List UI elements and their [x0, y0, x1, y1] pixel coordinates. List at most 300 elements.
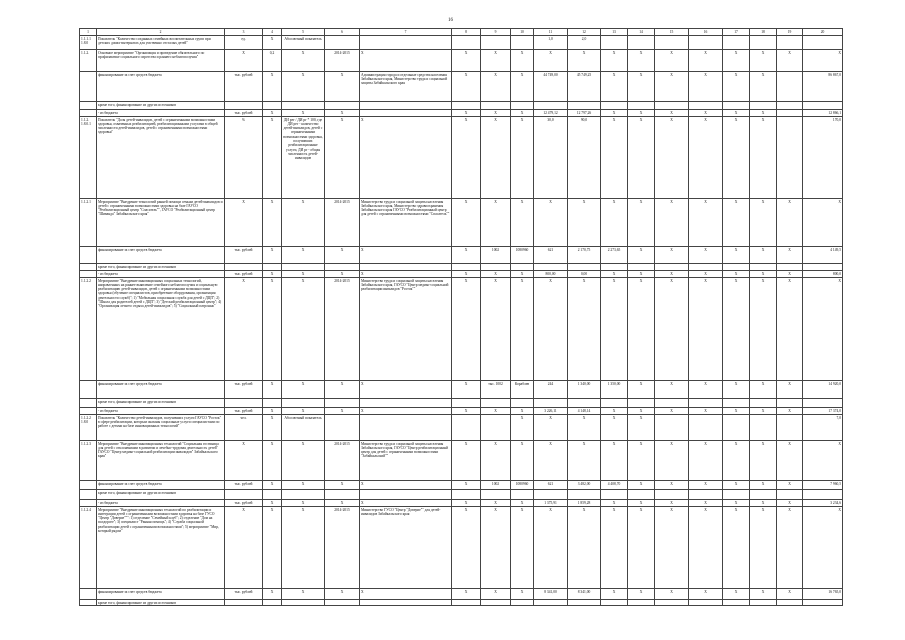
table-cell: X — [601, 278, 628, 381]
table-cell — [80, 399, 97, 408]
table-cell: 2014-2015 — [325, 278, 360, 381]
table-cell: X — [325, 381, 360, 399]
table-cell — [601, 600, 628, 606]
table-cell: Показатель "Количество созданных семейных воспитательных групп при детских домах-интернатах для умственно отсталых детей" — [97, 36, 225, 50]
table-cell: X — [655, 72, 689, 102]
table-cell: X — [282, 589, 325, 600]
table-cell: Кораблев — [511, 381, 534, 399]
table-cell: тыс. рублей — [225, 72, 263, 102]
table-cell — [282, 490, 325, 500]
column-number-cell: 14 — [628, 29, 655, 36]
table-cell: X — [452, 278, 481, 381]
table-cell: X — [481, 117, 511, 199]
table-cell: X — [511, 271, 534, 278]
table-cell: X — [282, 381, 325, 399]
table-cell: X — [723, 271, 750, 278]
table-row — [80, 600, 843, 606]
table-cell: 1.1.2.2 1.8.0 — [80, 415, 97, 441]
table-cell — [80, 110, 97, 117]
table-row — [80, 117, 843, 199]
table-cell — [723, 36, 750, 50]
table-cell: X — [777, 381, 803, 399]
table-cell — [263, 264, 282, 271]
table-cell: X — [689, 117, 723, 199]
table-cell: 170,0 — [803, 117, 843, 199]
table-cell — [601, 264, 628, 271]
table-cell: Основное мероприятие "Организация и проведение обязательного по профилактике социального сиротства и раннего неблагополучия" — [97, 50, 225, 72]
column-number-cell: 19 — [777, 29, 803, 36]
table-cell — [750, 36, 777, 50]
table-cell — [225, 102, 263, 110]
table-cell: X — [750, 50, 777, 72]
table-cell — [325, 600, 360, 606]
table-cell — [225, 490, 263, 500]
table-cell — [511, 36, 534, 50]
table-cell: X — [282, 500, 325, 507]
table-cell: X — [534, 415, 568, 441]
table-cell: X — [225, 507, 263, 589]
table-cell: 621 — [534, 247, 568, 264]
table-cell: 16 765,0 — [803, 589, 843, 600]
table-cell: X — [655, 110, 689, 117]
table-cell: 3 234,6 — [803, 500, 843, 507]
table-cell — [777, 399, 803, 408]
table-cell: Министерство труда и социальной защиты населения Забайкальского края, ГАУСО "Центр медико-социальной реабилитации инвалидов "Росток"" — [360, 278, 452, 381]
column-number-cell: 12 — [568, 29, 601, 36]
table-cell: финансирование за счет средств бюджета — [97, 72, 225, 102]
table-cell — [282, 102, 325, 110]
table-row — [80, 500, 843, 507]
table-cell — [452, 264, 481, 271]
table-cell: X — [282, 247, 325, 264]
table-cell: X — [511, 72, 534, 102]
table-cell: X — [723, 278, 750, 381]
table-cell: 90,0 — [568, 117, 601, 199]
table-cell: Министерство ГУСО "Центр "Доверие"" для детей-инвалидов Забайкальского края — [360, 507, 452, 589]
table-row — [80, 481, 843, 490]
table-cell: кроме того, финансирование из других источников — [97, 102, 225, 110]
table-cell: X — [750, 408, 777, 415]
column-number-cell: 1 — [80, 29, 97, 36]
table-cell: Показатель "Количество детей-инвалидов, получивших услуги ГАУСО "Росток" в сфере реабилитации, которым оказаны социальные услуги специалистами по работе с детьми на базе инновационных технологий" — [97, 415, 225, 441]
column-number-cell: 16 — [689, 29, 723, 36]
table-cell — [723, 399, 750, 408]
table-cell — [689, 490, 723, 500]
table-cell: X — [750, 271, 777, 278]
table-cell: X — [750, 199, 777, 247]
table-cell: X — [777, 441, 803, 481]
table-cell — [511, 399, 534, 408]
table-cell — [655, 36, 689, 50]
table-cell — [534, 399, 568, 408]
table-cell: X — [655, 50, 689, 72]
table-cell: X — [777, 271, 803, 278]
table-cell: X — [689, 199, 723, 247]
table-cell — [325, 415, 360, 441]
table-cell: X — [601, 271, 628, 278]
table-cell: X — [568, 199, 601, 247]
table-cell: финансирование за счет средств бюджета — [97, 381, 225, 399]
table-cell: X — [723, 481, 750, 490]
column-number-row — [80, 29, 843, 36]
table-cell: X — [568, 278, 601, 381]
table-cell: X — [689, 507, 723, 589]
table-cell — [80, 271, 97, 278]
table-cell: 1.1.1.1 1.8.0 — [80, 36, 97, 50]
table-cell: X — [534, 507, 568, 589]
table-cell: - из бюджета — [97, 271, 225, 278]
table-row — [80, 271, 843, 278]
table-cell: X — [568, 507, 601, 589]
table-cell: X — [325, 589, 360, 600]
table-cell — [750, 102, 777, 110]
column-number-cell: 20 — [803, 29, 843, 36]
table-cell: X — [263, 507, 282, 589]
table-cell — [360, 415, 452, 441]
table-cell: Министерство труда и социальной защиты населения Забайкальского края, ГАУСО "Центр реабилитационный центр для детей с ограниченными возможностями "Забайкальский"" — [360, 441, 452, 481]
table-cell: X — [325, 500, 360, 507]
table-cell: 1 375,91 — [534, 500, 568, 507]
table-cell: X — [360, 589, 452, 600]
table-cell: 1.1.2.3 — [80, 441, 97, 481]
table-cell: X — [325, 110, 360, 117]
table-cell: X — [263, 247, 282, 264]
table-cell: X — [568, 415, 601, 441]
table-cell — [655, 490, 689, 500]
table-cell: X — [601, 117, 628, 199]
table-cell: X — [655, 500, 689, 507]
table-row — [80, 110, 843, 117]
table-cell: - из бюджета — [97, 500, 225, 507]
table-cell: X — [511, 199, 534, 247]
table-cell: X — [511, 500, 534, 507]
table-row — [80, 490, 843, 500]
table-cell: X — [723, 589, 750, 600]
table-cell: 3 226,11 — [534, 408, 568, 415]
table-cell — [568, 264, 601, 271]
table-cell: Мероприятие "Внедрение инновационных социальных технологий, направленных на раннее выявление семейного неблагополучия и социальную реабилитацию детей-инвалидов, детей с ограниченными возможностями здоровья (обучение специалистов, приобретение оборудования, организация деятельности служб)"; 1) "Мобильная социальная служба для детей с ДЦП"; 2) "Школа для родителей детей с ДЦП"; 3) "Детский реабилитационный центр"; 4) "Организация летнего отдыха детей-инвалидов"; 5) "Социальный патронаж" — [97, 278, 225, 381]
table-cell: X — [777, 408, 803, 415]
table-cell: X — [601, 441, 628, 481]
table-cell: X — [689, 271, 723, 278]
table-cell: X — [452, 117, 481, 199]
table-cell: X — [628, 589, 655, 600]
table-cell: X — [225, 278, 263, 381]
table-cell: X — [750, 589, 777, 600]
table-cell — [628, 399, 655, 408]
table-cell: X — [263, 199, 282, 247]
table-cell — [481, 36, 511, 50]
table-cell: X — [628, 481, 655, 490]
table-cell: кроме того, финансирование из других источников — [97, 490, 225, 500]
table-cell — [777, 72, 803, 102]
table-cell: тыс. рублей — [225, 589, 263, 600]
table-cell: X — [777, 500, 803, 507]
table-cell: кроме того, финансирование из других источников — [97, 600, 225, 606]
table-cell: Абсолютный показатель — [282, 415, 325, 441]
table-cell — [723, 102, 750, 110]
table-cell: X — [601, 408, 628, 415]
column-number-cell: 17 — [723, 29, 750, 36]
table-cell: X — [628, 199, 655, 247]
table-body — [80, 29, 843, 606]
table-cell — [80, 490, 97, 500]
table-cell — [628, 264, 655, 271]
table-cell — [777, 415, 803, 441]
table-cell: X — [511, 507, 534, 589]
table-cell: X — [263, 415, 282, 441]
table-cell — [225, 264, 263, 271]
table-cell: X — [360, 481, 452, 490]
table-cell: X — [511, 110, 534, 117]
table-cell: X — [534, 50, 568, 72]
table-cell — [263, 490, 282, 500]
table-cell: 30,0 — [534, 117, 568, 199]
table-cell: X — [481, 507, 511, 589]
table-cell: Мероприятие "Внедрение технологий ранней помощи семьям детей-инвалидов и детей с ограниченными возможностями здоровья на базе ГАУСО "Реабилитационный центр "Спасатель"", ГАУСО "Реабилитационный центр "Шиванда" Забайкальского края" — [97, 199, 225, 247]
table-cell: 14 920,0 — [803, 381, 843, 399]
table-cell — [225, 600, 263, 606]
table-cell: X — [777, 199, 803, 247]
column-number-cell: 9 — [481, 29, 511, 36]
table-cell — [325, 490, 360, 500]
table-cell — [655, 264, 689, 271]
table-cell — [689, 264, 723, 271]
table-cell: X — [750, 500, 777, 507]
table-cell: финансирование за счет средств бюджета — [97, 481, 225, 490]
table-cell: 2014-2015 — [325, 50, 360, 72]
table-cell: 2,0 — [568, 36, 601, 50]
table-cell: 1 340,00 — [568, 381, 601, 399]
table-cell — [777, 110, 803, 117]
table-cell: 1 859,28 — [568, 500, 601, 507]
table-cell — [689, 102, 723, 110]
table-cell — [360, 110, 452, 117]
table-cell: кроме того, финансирование из других источников — [97, 399, 225, 408]
column-number-cell: 4 — [263, 29, 282, 36]
column-number-cell: 8 — [452, 29, 481, 36]
table-cell: 4 408,70 — [601, 481, 628, 490]
table-row — [80, 381, 843, 399]
table-cell: X — [777, 507, 803, 589]
table-row — [80, 199, 843, 247]
table-cell: ед. — [225, 36, 263, 50]
table-cell: 1080960 — [511, 247, 534, 264]
column-number-cell: 7 — [360, 29, 452, 36]
table-cell: X — [481, 50, 511, 72]
table-cell: X — [481, 408, 511, 415]
table-cell: X — [689, 381, 723, 399]
table-cell: 8 341,00 — [534, 589, 568, 600]
table-cell: 8 341,00 — [568, 589, 601, 600]
table-cell: X — [723, 507, 750, 589]
table-cell: X — [511, 415, 534, 441]
table-cell — [723, 600, 750, 606]
table-cell — [80, 72, 97, 102]
table-cell — [452, 490, 481, 500]
table-cell: 244 — [534, 381, 568, 399]
table-cell: X — [263, 72, 282, 102]
table-cell: тыс. рублей — [225, 247, 263, 264]
table-cell: X — [723, 500, 750, 507]
table-cell: - из бюджета — [97, 408, 225, 415]
table-cell: X — [723, 441, 750, 481]
table-cell: X — [723, 381, 750, 399]
table-cell: X — [225, 199, 263, 247]
table-cell: X — [750, 110, 777, 117]
table-cell: 4 149,5 — [803, 247, 843, 264]
table-cell — [803, 490, 843, 500]
table-cell: X — [803, 441, 843, 481]
table-cell: X — [689, 110, 723, 117]
table-cell: тыс. 1002 — [481, 381, 511, 399]
table-cell: X — [325, 271, 360, 278]
column-number-cell: 2 — [97, 29, 225, 36]
table-cell — [481, 264, 511, 271]
table-cell: X — [689, 481, 723, 490]
table-cell — [723, 415, 750, 441]
table-cell — [655, 415, 689, 441]
table-cell: X — [628, 110, 655, 117]
table-cell: 3 482,00 — [568, 481, 601, 490]
table-cell — [777, 36, 803, 50]
table-cell: X — [263, 381, 282, 399]
table-cell: тыс. рублей — [225, 408, 263, 415]
table-cell: финансирование за счет средств бюджета — [97, 247, 225, 264]
table-cell — [750, 264, 777, 271]
table-cell: X — [282, 271, 325, 278]
table-cell: X — [601, 50, 628, 72]
table-cell: X — [282, 278, 325, 381]
column-number-cell: 18 — [750, 29, 777, 36]
table-cell — [777, 117, 803, 199]
table-cell — [777, 102, 803, 110]
table-cell: 0,2 — [263, 50, 282, 72]
table-cell: X — [452, 110, 481, 117]
table-cell: Показатель "Доля детей-инвалидов, детей с ограниченными возможностями здоровья, охваченных реабилитацией, реабилитационными услугами в общей численности детей-инвалидов, детей с ограниченными возможностями здоровья" — [97, 117, 225, 199]
table-cell — [534, 600, 568, 606]
table-cell: X — [452, 481, 481, 490]
table-cell — [723, 264, 750, 271]
table-cell: X — [628, 381, 655, 399]
table-cell: X — [325, 481, 360, 490]
table-cell: X — [628, 507, 655, 589]
table-cell — [282, 264, 325, 271]
table-cell — [360, 600, 452, 606]
table-cell — [481, 102, 511, 110]
table-cell: X — [628, 415, 655, 441]
table-cell — [655, 399, 689, 408]
table-cell: 1.1.2. 1.8.0.1 — [80, 117, 97, 199]
table-cell — [568, 399, 601, 408]
table-cell: X — [655, 381, 689, 399]
table-cell: 1.1.2.4 — [80, 507, 97, 589]
table-cell — [655, 600, 689, 606]
table-row — [80, 441, 843, 481]
table-cell: X — [452, 72, 481, 102]
table-cell: Абсолютный показатель — [282, 36, 325, 50]
table-cell: тыс. рублей — [225, 271, 263, 278]
table-cell: X — [689, 441, 723, 481]
table-cell — [282, 399, 325, 408]
table-cell: X — [282, 408, 325, 415]
table-cell: X — [360, 408, 452, 415]
table-cell — [263, 102, 282, 110]
table-cell — [750, 399, 777, 408]
table-cell — [80, 102, 97, 110]
table-cell: X — [750, 278, 777, 381]
table-row — [80, 102, 843, 110]
table-cell — [803, 600, 843, 606]
table-cell — [80, 264, 97, 271]
table-cell: X — [723, 50, 750, 72]
table-cell — [282, 600, 325, 606]
column-number-cell: 11 — [534, 29, 568, 36]
table-cell: X — [628, 50, 655, 72]
table-cell: X — [777, 278, 803, 381]
table-cell: 621 — [534, 481, 568, 490]
table-cell: X — [750, 117, 777, 199]
table-cell: X — [601, 199, 628, 247]
table-cell: X — [452, 408, 481, 415]
table-cell: X — [628, 408, 655, 415]
table-cell — [689, 36, 723, 50]
table-cell: X — [689, 50, 723, 72]
table-cell: X — [481, 72, 511, 102]
table-cell: X — [723, 110, 750, 117]
table-cell — [568, 490, 601, 500]
table-cell — [452, 102, 481, 110]
table-row — [80, 247, 843, 264]
table-cell: X — [568, 441, 601, 481]
table-cell: X — [452, 589, 481, 600]
program-table — [79, 28, 843, 606]
table-cell: X — [263, 271, 282, 278]
table-cell: 800,00 — [534, 271, 568, 278]
table-cell: X — [628, 72, 655, 102]
table-cell: ДИ рег / ДИ рг * 100, где ДИ рег - количество детей-инвалидов, детей с ограниченными возможностями здоровья, получивших реабилитационные услуги, ДИ рг - общая численность детей-инвалидов — [282, 117, 325, 199]
table-cell — [534, 264, 568, 271]
table-cell — [452, 36, 481, 50]
table-cell: X — [689, 589, 723, 600]
table-cell — [80, 600, 97, 606]
table-cell: X — [452, 507, 481, 589]
table-cell — [360, 36, 452, 50]
table-cell: X — [263, 441, 282, 481]
table-cell: 45 749,25 — [568, 72, 601, 102]
table-cell: X — [481, 500, 511, 507]
table-cell: X — [655, 408, 689, 415]
table-cell: X — [452, 271, 481, 278]
table-cell: X — [655, 278, 689, 381]
table-row — [80, 589, 843, 600]
table-cell — [360, 264, 452, 271]
table-cell: X — [750, 72, 777, 102]
table-cell: X — [655, 441, 689, 481]
table-cell: X — [777, 247, 803, 264]
table-cell — [481, 600, 511, 606]
table-cell — [568, 102, 601, 110]
column-number-cell: 15 — [655, 29, 689, 36]
table-cell — [80, 500, 97, 507]
table-cell: X — [282, 72, 325, 102]
table-cell: X — [282, 441, 325, 481]
table-cell: X — [263, 589, 282, 600]
table-cell: X — [360, 247, 452, 264]
table-cell: 1.1.2. — [80, 50, 97, 72]
table-row — [80, 399, 843, 408]
table-cell — [263, 600, 282, 606]
